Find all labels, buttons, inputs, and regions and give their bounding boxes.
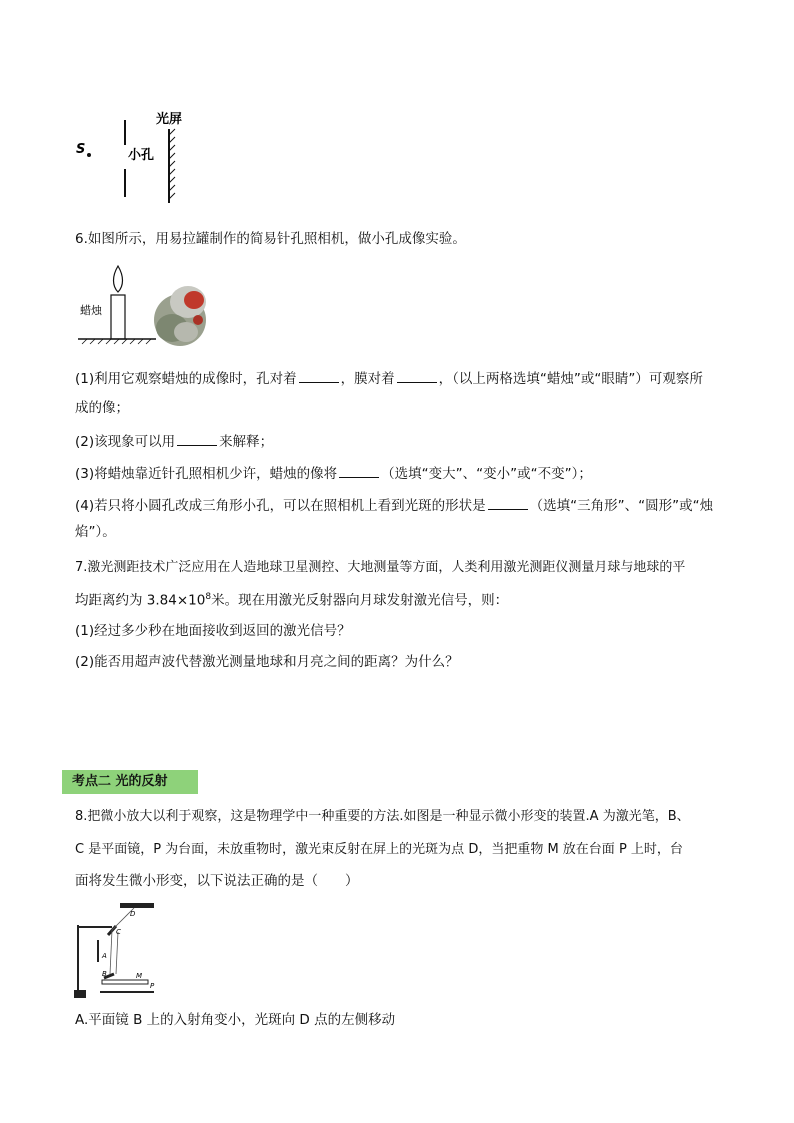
- q6-part4-line1: [75, 495, 713, 516]
- q6-p4-text-b: （选填“三角形”、“圆形”或“烛: [529, 498, 714, 514]
- light-source-dot: [87, 153, 91, 157]
- q6-p3-text-b: （选填“变大”、“变小”或“不变”）；: [381, 466, 592, 482]
- q8-option-a[interactable]: A.平面镜 B 上的入射角变小，光斑向 D 点的左侧移动: [75, 1012, 396, 1028]
- q6-part4-line2: 焰”）。: [75, 524, 116, 540]
- q8-line1: 8.把微小放大以利于观察，这是物理学中一种重要的方法.如图是一种显示微小形变的装置.A 为激光笔，B、: [75, 809, 690, 824]
- answer-blank[interactable]: [177, 431, 217, 446]
- answer-blank[interactable]: [299, 368, 339, 383]
- answer-blank[interactable]: [397, 368, 437, 383]
- pinhole-diagram: [70, 105, 200, 215]
- q6-p1-text-a: (1)利用它观察蜡烛的成像时，孔对着: [75, 371, 297, 387]
- q7-line2-rest: 米。现在用激光反射器向月球发射激光信号，则：: [211, 592, 509, 609]
- q7-sub2: (2)能否用超声波代替激光测量地球和月亮之间的距离？为什么？: [75, 654, 459, 670]
- q7-exponent: 8: [205, 592, 212, 602]
- answer-blank[interactable]: [488, 495, 528, 510]
- source-label: S: [76, 142, 86, 157]
- section-heading: 考点二 光的反射: [62, 770, 198, 794]
- label-a: A: [102, 952, 107, 960]
- q6-p1-text-b: ，膜对着: [340, 371, 395, 387]
- label-p: P: [150, 982, 155, 990]
- label-m: M: [136, 972, 143, 980]
- q6-p2-text-a: (2)该现象可以用: [75, 434, 176, 450]
- q6-part2: [75, 431, 273, 452]
- candle-label: 蜡烛: [80, 304, 102, 317]
- q6-p4-text-a: (4)若只将小圆孔改成三角形小孔，可以在照相机上看到光斑的形状是: [75, 498, 486, 514]
- table-top-p: [102, 980, 148, 984]
- pinhole-camera-figure: [76, 262, 216, 357]
- q8-line2: C 是平面镜，P 为台面，未放重物时，激光束反射在屏上的光斑为点 D，当把重物 M 放在台面 P 上时，台: [75, 842, 683, 857]
- q6-part1-line2: 成的像；: [75, 400, 129, 416]
- q7-sub1: (1)经过多少秒在地面接收到返回的激光信号？: [75, 623, 351, 639]
- q7-distance-text: 均距离约为 3.84×10: [75, 592, 206, 609]
- screen-label: 光屏: [156, 112, 183, 127]
- pinhole-label: 小孔: [128, 148, 155, 163]
- q6-p1-text-c: ，（以上两格选填“蜡烛”或“眼睛”）可观察所: [438, 371, 703, 387]
- screen-bar: [120, 903, 154, 908]
- answer-blank[interactable]: [339, 463, 379, 478]
- beam-1: [110, 930, 112, 974]
- crushed-can-image: [154, 286, 206, 346]
- q6-part1-line1: [75, 368, 703, 389]
- q6-p3-text-a: (3)将蜡烛靠近针孔照相机少许，蜡烛的像将: [75, 466, 338, 482]
- laser-deformation-apparatus: [72, 900, 162, 1000]
- q7-line2: [75, 587, 508, 611]
- candle-body: [111, 295, 125, 339]
- q6-part3: [75, 463, 592, 484]
- label-d: D: [130, 910, 136, 918]
- label-c: C: [116, 928, 121, 936]
- candle-flame-icon: [114, 266, 123, 292]
- label-b: B: [102, 970, 107, 978]
- q6-p2-text-b: 来解释；: [219, 434, 274, 450]
- q8-line3: 面将发生微小形变，以下说法正确的是（ ）: [75, 873, 359, 889]
- q7-line1: 7.激光测距技术广泛应用在人造地球卫星测控、大地测量等方面，人类利用激光测距仪测量月球与地球的平: [75, 560, 686, 575]
- q6-title: 6.如图所示，用易拉罐制作的简易针孔照相机，做小孔成像实验。: [75, 231, 466, 247]
- beam-3: [116, 932, 118, 974]
- base-block: [74, 990, 86, 998]
